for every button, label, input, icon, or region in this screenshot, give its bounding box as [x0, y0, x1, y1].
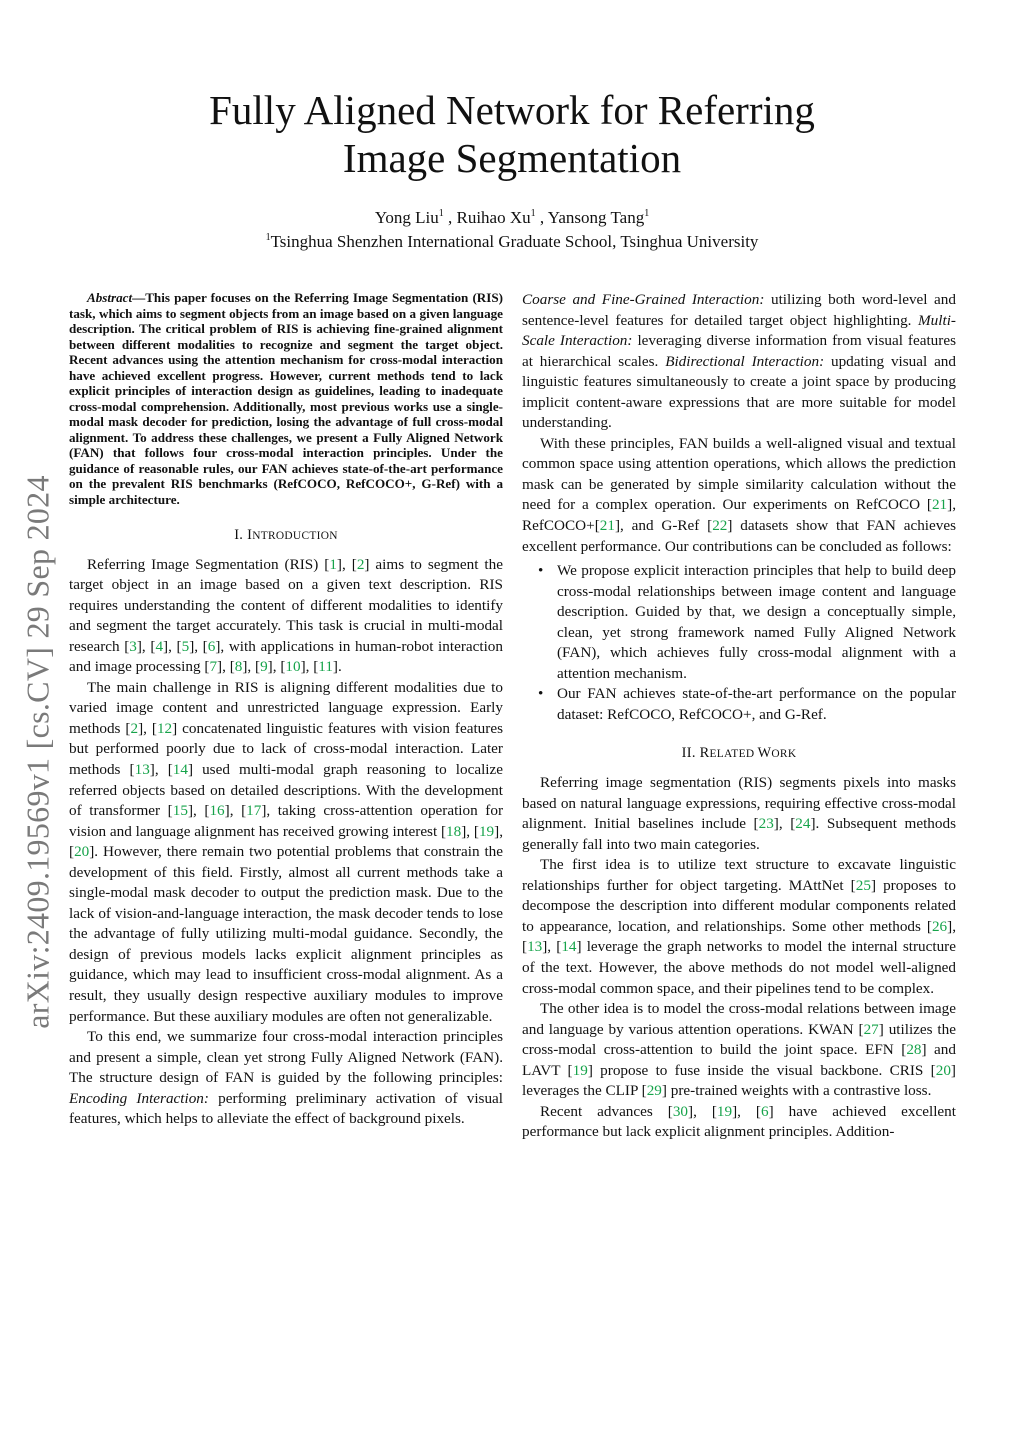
abstract-text: This paper focuses on the Referring Image Segmentation (RIS) task, which aims to segment objects from an image based on a given language description. The critical problem of RIS is achieving fine-grained alignment between different modalities to recognize and segment the target object. Recent advances using the attention mechanism for cross-modal interaction have achieved excellent progress. However, current methods tend to lack explicit principles of interaction design as guidelines, leading to inadequate cross-modal comprehension. Additionally, most previous works use a single-modal mask decoder for prediction, losing the advantage of full cross-modal alignment. To address these challenges, we present a Fully Aligned Network (FAN) that follows four cross-modal interaction principles. Under the guidance of reasonable rules, our FAN achieves state-of-the-art performance on the prevalent RIS benchmarks (RefCOCO, RefCOCO+, G-Ref) with a simple architecture.	[69, 290, 503, 507]
citation-link[interactable]: 24	[795, 815, 811, 833]
abstract-dash: —	[132, 290, 146, 305]
citation-link[interactable]: 28	[906, 1041, 922, 1059]
author-mark: 1	[644, 208, 650, 219]
citation-link[interactable]: 20	[935, 1061, 951, 1079]
author-separator: ,	[443, 208, 457, 227]
citation-link[interactable]: 3	[129, 637, 137, 655]
citation-link[interactable]: 2	[356, 555, 365, 573]
list-item: • Our FAN achieves state-of-the-art performance on the popular dataset: RefCOCO, RefCOCO+, and G-Ref.	[557, 684, 956, 725]
section-rest: ELATED	[709, 748, 758, 761]
section-number: I.	[234, 527, 248, 543]
contributions-list	[522, 561, 956, 725]
author-separator: ,	[535, 208, 548, 227]
intro-paragraph-1: Referring Image Segmentation (RIS) [1], [2] aims to segment the target object in an image based on a given text description. RIS requires understanding the content of different modalities to identify and segment the target accurately. This task is crucial in multi-modal research [3], [4], [5], [6], with applications in human-robot interaction and image processing [7], [8], [9], [10], [11].	[69, 555, 503, 676]
title-line-2: Image Segmentation	[342, 135, 682, 181]
author-list	[0, 208, 1024, 228]
arxiv-sidebar-stamp	[14, 452, 62, 1052]
citation-link[interactable]: 26	[931, 917, 948, 935]
affiliation-text: Tsinghua Shenzhen International Graduate School, Tsinghua University	[270, 232, 759, 251]
citation-link[interactable]: 6	[760, 1102, 769, 1120]
right-column	[522, 290, 956, 1143]
citation-link[interactable]: 1	[329, 555, 337, 573]
title-line-1: Fully Aligned Network for Referring	[209, 87, 815, 133]
related-paragraph-2: The first idea is to utilize text structure to excavate linguistic relationships further for object targeting. MAttNet [25] proposes to decompose the description into different modular components related to appearance, location, and relationships. Some other methods [26], [13], [14] leverage the graph networks to model the internal structure of the text. However, the above methods do not model well-aligned cross-modal common space, and their pipelines tend to be complex.	[522, 856, 956, 997]
intro-paragraph-2: The main challenge in RIS is aligning different modalities due to varied image content and unrestricted language expression. Early methods [2], [12] concatenated linguistic features with vision features but performed poorly due to lack of cross-modal interaction. Later methods [13], [14] used multi-modal graph reasoning to localize referred objects based on detailed descriptions. With the development of transformer [15], [16], [17], taking cross-attention operation for vision and language alignment has received growing interest [18], [19], [20]. However, there remain two potential problems that constrain the development of this field. Firstly, almost all current methods take a single-modal mask decoder to output the prediction mask. Due to the lack of vision-and-language interaction, the mask decoder tends to lose the advantage of fully utilizing multi-modal guidance. Secondly, the design of previous models lacks explicit alignment principles as guidance, which may lead to insufficient cross-modal alignment. As a result, they usually design respective auxiliary modules to improve performance. But these auxiliary modules are often not generalizable.	[69, 678, 504, 1025]
citation-link[interactable]: 2	[130, 719, 139, 737]
paper-title	[0, 86, 1024, 182]
intro-paragraph-3: To this end, we summarize four cross-modal interaction principles and present a simple, clean yet strong Fully Aligned Network (FAN). The structure design of FAN is guided by the following principles: Encoding Interaction: performing preliminary activation of visual features, which helps to alleviate the effect of background pixels.	[69, 1028, 504, 1128]
citation-link[interactable]: 6	[207, 637, 216, 655]
section-rest: NTRODUCTION	[252, 530, 338, 542]
affiliation-mark: 1	[265, 232, 271, 243]
author-name: Yansong Tang	[547, 208, 645, 227]
citation-link[interactable]: 5	[181, 637, 190, 655]
section-initial: R	[699, 745, 710, 762]
citation-link[interactable]: 11	[318, 658, 333, 676]
citation-link[interactable]: 21	[931, 496, 948, 514]
author-name: Ruihao Xu	[456, 208, 531, 227]
citation-link[interactable]: 18	[446, 822, 462, 840]
list-item: • We propose explicit interaction principles that help to build deep cross-modal relationships between image content and language description. Guided by that, we design a conceptually simple, clean, yet strong framework named Fully Aligned Network (FAN), which achieves fully cross-modal alignment with a attention mechanism.	[557, 561, 956, 684]
citation-link[interactable]: 4	[155, 637, 164, 655]
citation-link[interactable]: 19	[716, 1102, 733, 1120]
intro-paragraph-3-continued: Coarse and Fine-Grained Interaction: utilizing both word-level and sentence-level features for detailed target object highlighting. Multi-Scale Interaction: leveraging diverse information from visual features at hierarchical scales. Bidirectional Interaction: updating visual and linguistic features simultaneously to create a joint space by producing implicit content-aware expressions that are more suitable for model understanding.	[522, 291, 956, 432]
section-rest: ORK	[771, 748, 797, 761]
author-name: Yong Liu	[374, 208, 439, 227]
section-number: II.	[681, 745, 700, 762]
left-column	[69, 290, 503, 1130]
citation-link[interactable]: 30	[672, 1102, 689, 1120]
citation-link[interactable]: 10	[285, 658, 301, 676]
citation-link[interactable]: 13	[134, 761, 150, 779]
author-mark: 1	[530, 208, 536, 219]
citation-link[interactable]: 22	[712, 517, 728, 535]
citation-link[interactable]: 15	[172, 802, 188, 820]
abstract	[69, 290, 503, 507]
citation-link[interactable]: 20	[74, 843, 90, 861]
citation-link[interactable]: 17	[246, 802, 262, 820]
section-heading-related-work	[522, 743, 956, 765]
citation-link[interactable]: 19	[478, 822, 495, 840]
affiliation	[0, 232, 1024, 252]
related-paragraph-4: Recent advances [30], [19], [6] have achieved excellent performance but lack explicit alignment principles. Addition-	[522, 1102, 956, 1141]
abstract-label: Abstract	[87, 290, 133, 305]
citation-link[interactable]: 23	[758, 815, 774, 833]
citation-link[interactable]: 25	[855, 876, 871, 894]
author-mark: 1	[438, 208, 444, 219]
citation-link[interactable]: 29	[646, 1082, 662, 1100]
citation-link[interactable]: 12	[156, 719, 173, 737]
citation-link[interactable]: 14	[172, 761, 188, 779]
citation-link[interactable]: 7	[209, 658, 218, 676]
related-paragraph-3: The other idea is to model the cross-modal relations between image and language by various attention operations. KWAN [27] utilizes the cross-modal cross-attention to build the joint space. EFN [28] and LAVT [19] propose to fuse inside the visual backbone. CRIS [20] leverages the CLIP [29] pre-trained weights with a contrastive loss.	[522, 1000, 956, 1100]
citation-link[interactable]: 16	[209, 802, 225, 820]
citation-link[interactable]: 9	[260, 658, 268, 676]
related-paragraph-1: Referring image segmentation (RIS) segments pixels into masks based on natural language expressions, requiring effective cross-modal alignment. Initial baselines include [23], [24]. Subsequent methods generally fall into two main categories.	[522, 774, 956, 853]
section-initial: I	[247, 527, 253, 543]
section-heading-introduction	[69, 525, 503, 547]
citation-link[interactable]: 19	[572, 1061, 588, 1079]
citation-link[interactable]: 21	[599, 517, 615, 535]
section-initial: W	[757, 745, 772, 762]
arxiv-identifier: arXiv:2409.19569v1 [cs.CV] 29 Sep 2024	[19, 475, 56, 1029]
citation-link[interactable]: 8	[234, 658, 243, 676]
citation-link[interactable]: 13	[527, 938, 543, 956]
citation-link[interactable]: 14	[561, 938, 577, 956]
citation-link[interactable]: 27	[863, 1020, 879, 1038]
intro-paragraph-4: With these principles, FAN builds a well-aligned visual and textual common space using attention operations, which allows the prediction mask can be generated by simple similarity calculation without the need for a complex operation. Our experiments on RefCOCO [21], RefCOCO+[21], and G-Ref [22] datasets show that FAN achieves excellent performance. Our contributions can be concluded as follows:	[522, 434, 957, 555]
